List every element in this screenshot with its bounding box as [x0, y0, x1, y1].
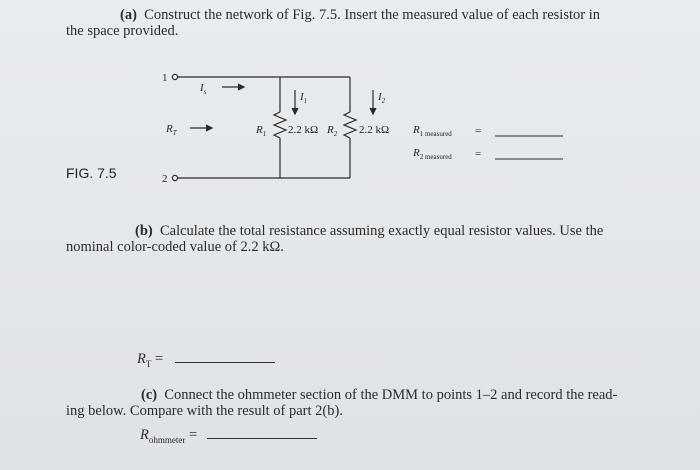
part-a-line1: [120, 6, 695, 24]
part-a-text1: Construct the network of Fig. 7.5. Insert the measured value of each resistor in: [144, 7, 600, 23]
svg-text:I1: [299, 91, 307, 105]
r2-sub: 2: [333, 130, 338, 138]
r2-measured-sub: 2 measured: [419, 153, 452, 161]
rt-answer-label: R: [137, 351, 146, 367]
i1-label: I: [300, 91, 304, 103]
rohm-answer-sub: ohmmeter: [148, 434, 186, 445]
part-a-line2: the space provided.: [66, 23, 179, 39]
r2-label: R: [327, 124, 334, 136]
rohm-answer-label: R: [140, 427, 149, 443]
r1-label: R: [256, 124, 263, 136]
rt-answer-blank[interactable]: [175, 362, 275, 363]
r1-zigzag: [274, 112, 286, 138]
rohm-answer-row: [140, 426, 317, 449]
terminal-1-label: 1: [162, 72, 168, 84]
svg-text:Is: [199, 82, 207, 96]
is-sub: s: [203, 88, 207, 96]
part-b-marker: (b): [135, 223, 153, 239]
r2-value: 2.2 kΩ: [359, 124, 390, 136]
part-b-line2: nominal color-coded value of 2.2 kΩ.: [66, 239, 284, 255]
r2-zigzag: [344, 112, 356, 138]
svg-text:R1 measured: [412, 124, 452, 138]
rt-answer-equals: =: [154, 351, 164, 367]
r1-measured-equals: =: [475, 125, 482, 137]
r2-measured-label: R: [413, 147, 420, 159]
is-label: I: [200, 82, 204, 94]
part-c-text1: Connect the ohmmeter section of the DMM to points 1–2 and record the read-: [164, 387, 618, 403]
rt-sub: T: [172, 129, 177, 137]
r1-measured-label: R: [413, 124, 420, 136]
circuit-diagram: [160, 70, 580, 190]
svg-text:RT: [165, 123, 178, 137]
rohm-answer-equals: =: [188, 427, 198, 443]
svg-text:I2: [377, 91, 386, 105]
rt-answer-row: [137, 350, 275, 373]
terminal-2-node: [172, 175, 177, 180]
part-c-line2: ing below. Compare with the result of part 2(b).: [66, 403, 343, 419]
part-c-marker: (c): [141, 387, 158, 403]
rt-label: R: [166, 123, 173, 135]
svg-text:R1: [255, 124, 266, 138]
part-b-text1: Calculate the total resistance assuming exactly equal resistor values. Use the: [159, 223, 604, 239]
r1-value: 2.2 kΩ: [288, 124, 319, 136]
svg-text:R2: [326, 124, 338, 138]
r1-measured-sub: 1 measured: [419, 130, 452, 138]
rohm-answer-blank[interactable]: [207, 438, 317, 439]
r1-sub: 1: [262, 130, 267, 138]
svg-text:R2 measured: [412, 147, 452, 161]
r2-measured-equals: =: [475, 148, 482, 160]
i2-label: I: [378, 91, 382, 103]
figure-label: FIG. 7.5: [66, 165, 117, 181]
terminal-1-node: [172, 74, 177, 79]
rt-answer-sub: T: [145, 358, 152, 369]
part-a-marker: (a): [120, 7, 137, 23]
i2-sub: 2: [381, 97, 386, 105]
i1-sub: 1: [303, 97, 308, 105]
terminal-2-label: 2: [162, 173, 168, 185]
